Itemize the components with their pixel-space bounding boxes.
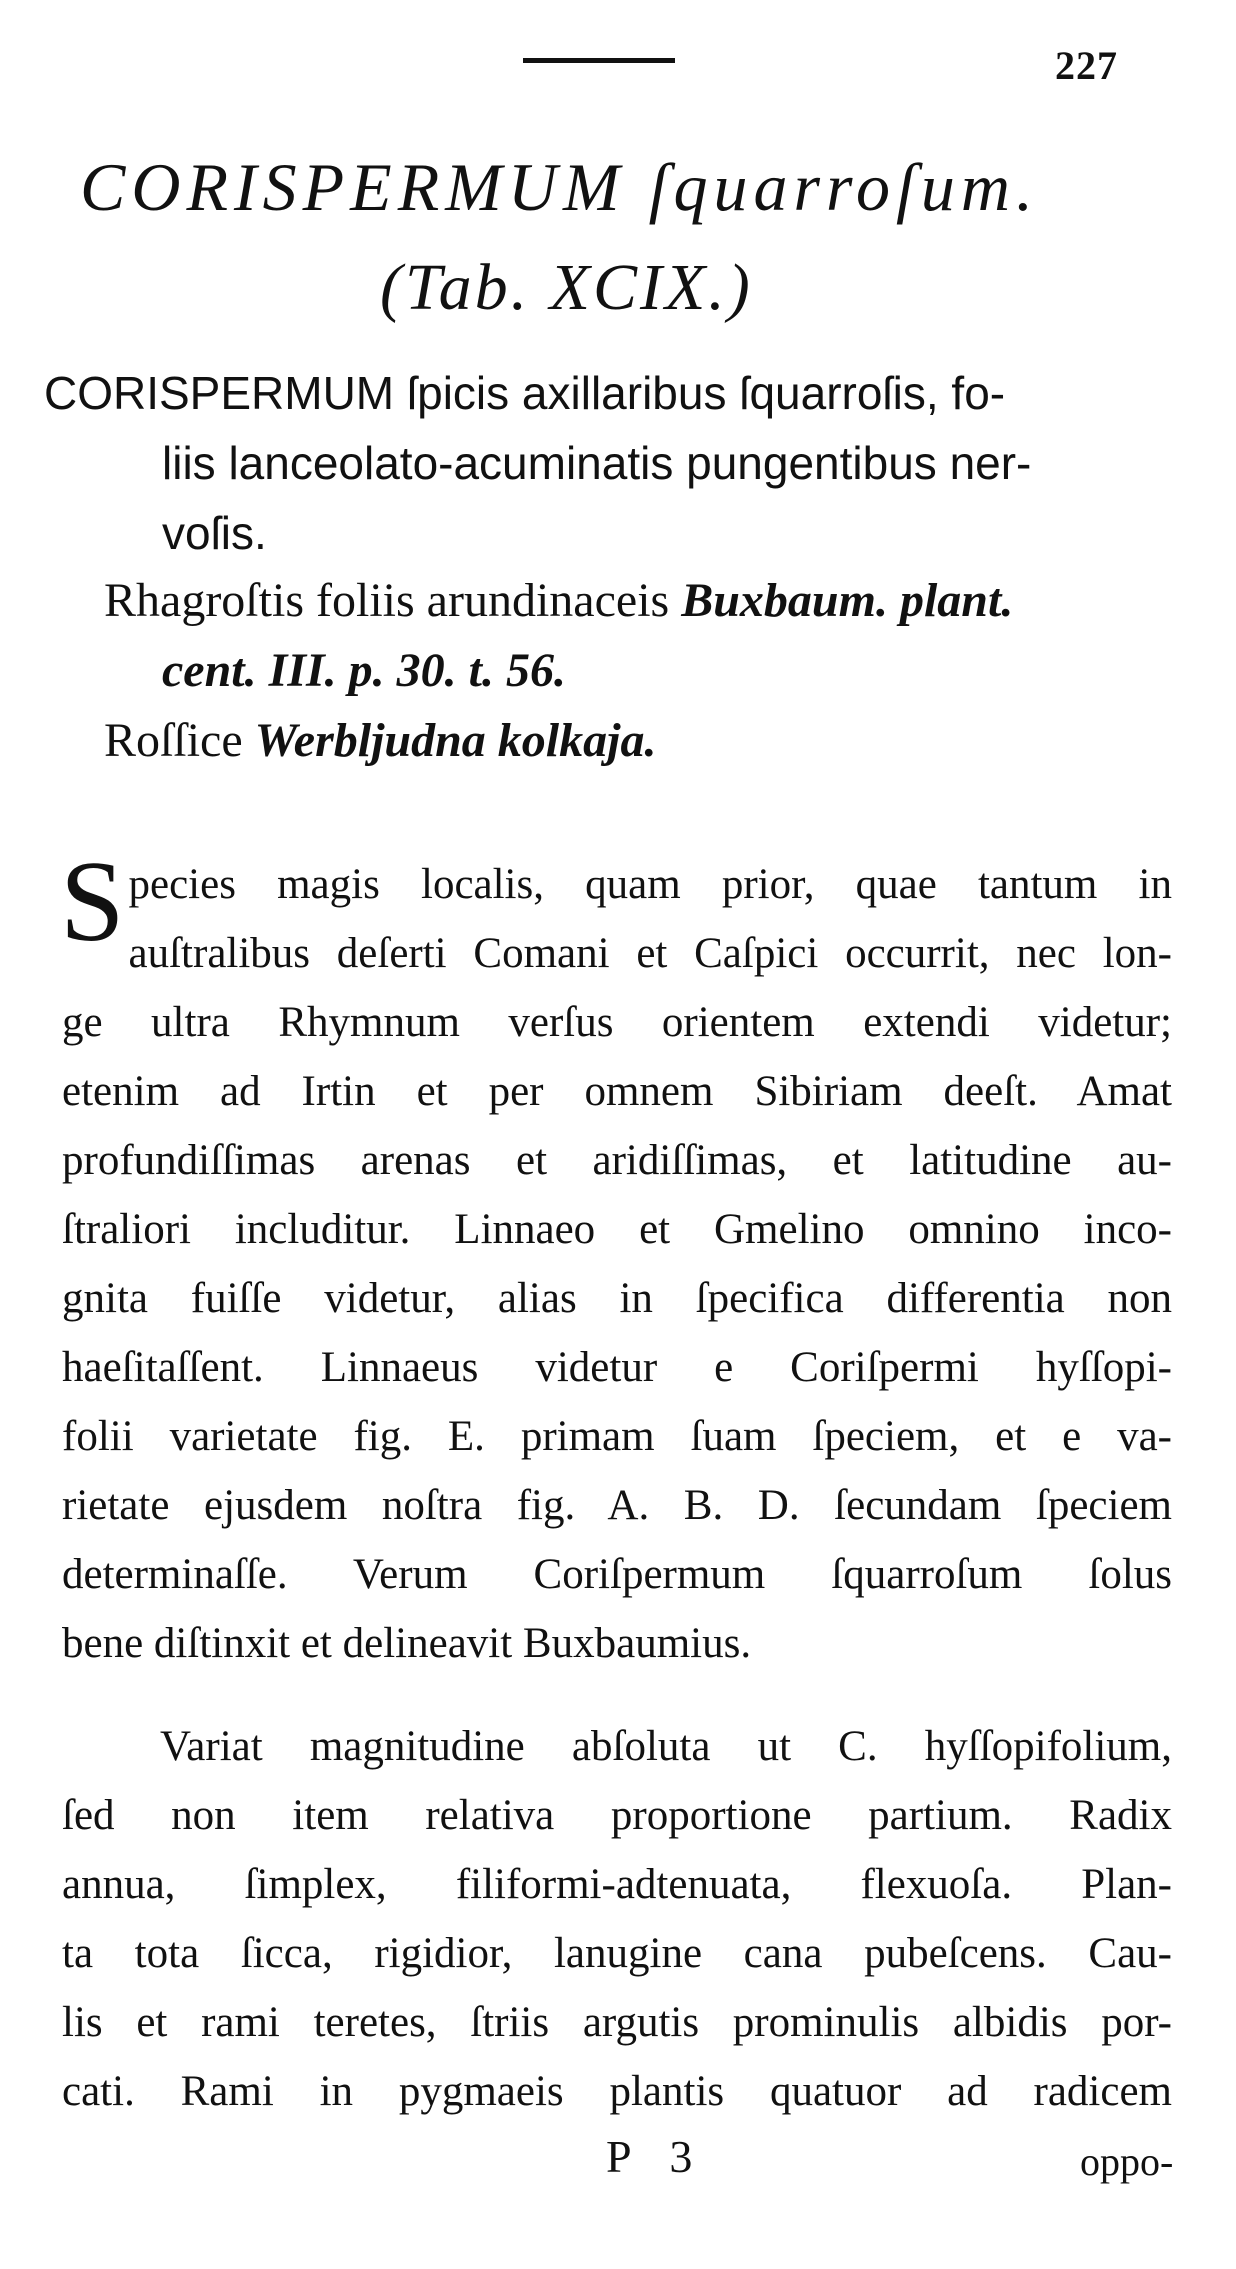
synonym-references: [104, 566, 1174, 776]
signature-mark: P 3: [606, 2131, 707, 2182]
reference-line: Rhagroſtis foliis arundinaceis Buxbaum. plant.: [104, 574, 1014, 627]
text-line: folii varietate fig. E. primam ſuam ſpeciem, et e va-: [62, 1413, 1172, 1460]
header-rule: [523, 58, 675, 63]
text-line: pecies magis localis, quam prior, quae tantum in: [128, 861, 1172, 908]
plate-reference: (Tab. XCIX.): [380, 251, 753, 324]
text-line: cati. Rami in pygmaeis plantis quatuor ad radicem: [62, 2068, 1172, 2115]
text-line: haeſitaſſent. Linnaeus videtur e Coriſpermi hyſſopi-: [62, 1344, 1172, 1391]
reference-line: cent. III. p. 30. t. 56.: [162, 644, 567, 697]
text-line: gnita fuiſſe videtur, alias in ſpecifica differentia non: [62, 1275, 1172, 1322]
author-citation: Buxbaum. plant.: [681, 574, 1014, 627]
text-line: etenim ad Irtin et per omnem Sibiriam deeſt. Amat: [62, 1068, 1172, 1115]
russian-name: Werbljudna kolkaja.: [254, 714, 657, 767]
diagnosis-line: CORISPERMUM ſpicis axillaribus ſquarroſis, fo-: [44, 367, 1006, 419]
diagnosis-line: liis lanceolato-acuminatis pungentibus ner-: [162, 437, 1032, 489]
text-line: auſtralibus deſerti Comani et Caſpici occurrit, nec lon-: [128, 930, 1172, 977]
text-line: profundiſſimas arenas et aridiſſimas, et latitudine au-: [62, 1137, 1172, 1184]
text-line: ta tota ſicca, rigidior, lanugine cana pubeſcens. Cau-: [62, 1930, 1172, 1977]
text-line: annua, ſimplex, filiformi-adtenuata, flexuoſa. Plan-: [62, 1861, 1172, 1908]
paragraph-1: [60, 838, 1172, 1678]
text-line: bene diſtinxit et delineavit Buxbaumius.: [62, 1620, 752, 1667]
text-line: ſed non item relativa proportione partium. Radix: [62, 1792, 1172, 1839]
russian-name-line: Roſſice Werbljudna kolkaja.: [104, 714, 657, 767]
body-text: [60, 838, 1172, 2126]
text-line: determinaſſe. Verum Coriſpermum ſquarroſum ſolus: [62, 1551, 1172, 1598]
drop-cap: S: [60, 838, 125, 966]
diagnosis-line: voſis.: [162, 507, 267, 559]
text-line: lis et rami teretes, ſtriis argutis prominulis albidis por-: [62, 1999, 1172, 2046]
catchword: oppo-: [1080, 2139, 1174, 2184]
paragraph-2: [62, 1712, 1172, 2126]
text-line: Variat magnitudine abſoluta ut C. hyſſopifolium,: [160, 1723, 1172, 1770]
species-title: CORISPERMUM ſquarroſum.: [80, 149, 1039, 225]
text-line: rietate ejusdem noſtra fig. A. B. D. ſecundam ſpeciem: [62, 1482, 1172, 1529]
text-line: ſtraliori includitur. Linnaeo et Gmelino omnino inco-: [62, 1206, 1172, 1253]
species-diagnosis: [44, 358, 1174, 568]
text-line: ge ultra Rhymnum verſus orientem extendi videtur;: [62, 999, 1172, 1046]
page-number: 227: [1055, 43, 1118, 88]
